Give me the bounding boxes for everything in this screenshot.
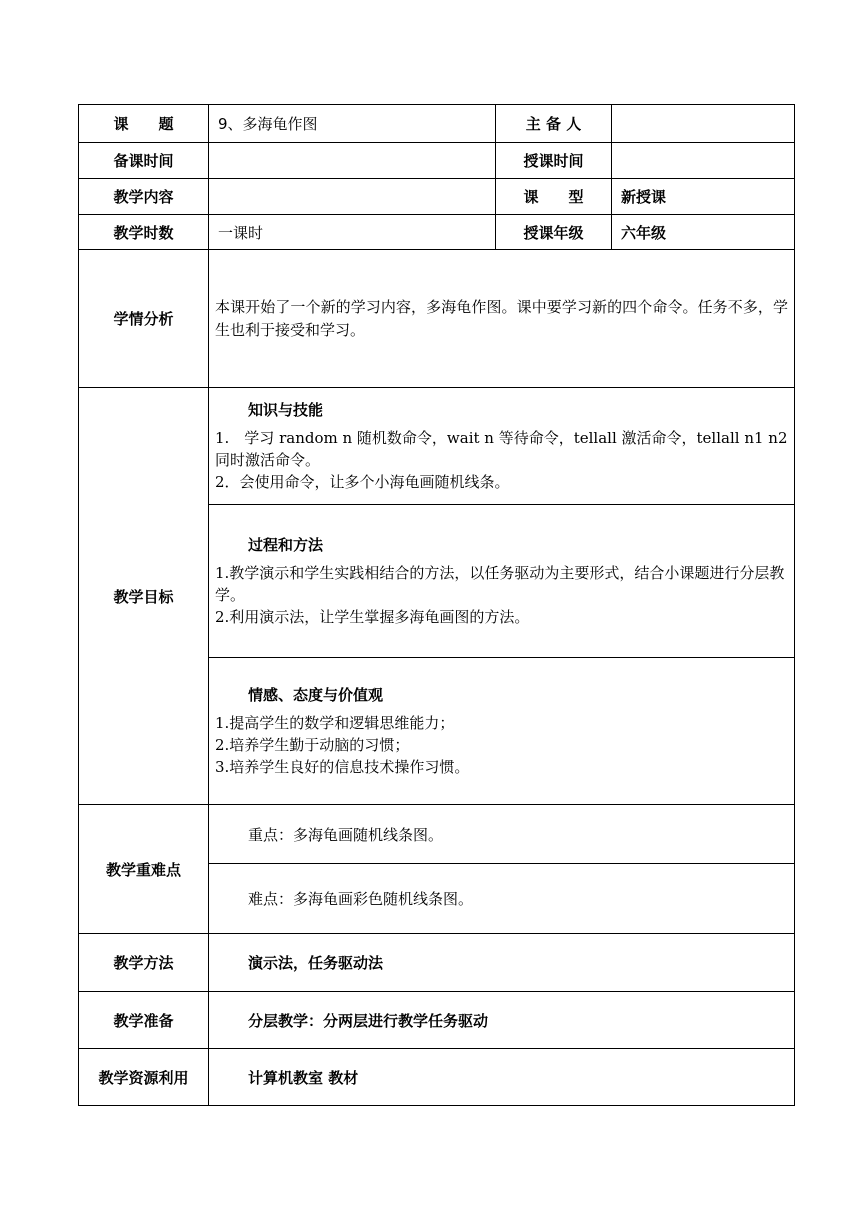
process-line-1: 1.教学演示和学生实践相结合的方法，以任务驱动为主要形式，结合小课题进行分层教学。: [215, 564, 785, 604]
lesson-type-value: 新授课: [612, 179, 795, 215]
goals-label: 教学目标: [79, 388, 209, 805]
difficulty-text: 难点：多海龟画彩色随机线条图。: [209, 864, 795, 934]
knowledge-title: 知识与技能: [248, 401, 324, 419]
hours-label: 教学时数: [79, 215, 209, 250]
keypoint-text: 重点：多海龟画随机线条图。: [209, 805, 795, 864]
lesson-plan-table: [78, 104, 795, 1106]
keypoints-label: 教学重难点: [79, 805, 209, 934]
row-resources: [79, 1049, 795, 1106]
resources-value: 计算机教室 教材: [209, 1049, 795, 1106]
row-analysis: [79, 250, 795, 388]
row-topic: [79, 105, 795, 143]
process-section: [209, 505, 795, 658]
preparer-value: [612, 105, 795, 143]
prep-time-value: [209, 143, 496, 179]
topic-value: 9、多海龟作图: [209, 105, 496, 143]
hours-value: 一课时: [209, 215, 496, 250]
topic-label: 课 题: [79, 105, 209, 143]
emotion-section: [209, 658, 795, 805]
row-goals-knowledge: [79, 388, 795, 505]
knowledge-line-2: 2．会使用命令，让多个小海龟画随机线条。: [215, 473, 510, 491]
emotion-line-1: 1.提高学生的数学和逻辑思维能力；: [215, 714, 455, 732]
process-line-2: 2.利用演示法，让学生掌握多海龟画图的方法。: [215, 608, 530, 626]
prep-time-label: 备课时间: [79, 143, 209, 179]
content-label: 教学内容: [79, 179, 209, 215]
analysis-text: 本课开始了一个新的学习内容，多海龟作图。课中要学习新的四个命令。任务不多，学生也利于接受和学习。: [209, 250, 795, 388]
method-value: 演示法，任务驱动法: [209, 934, 795, 992]
grade-label: 授课年级: [496, 215, 612, 250]
method-label: 教学方法: [79, 934, 209, 992]
process-title: 过程和方法: [248, 536, 324, 554]
knowledge-section: [209, 388, 795, 505]
resources-label: 教学资源利用: [79, 1049, 209, 1106]
preparer-label: 主 备 人: [496, 105, 612, 143]
row-prep: [79, 992, 795, 1049]
grade-value: 六年级: [612, 215, 795, 250]
row-method: [79, 934, 795, 992]
prep-value: 分层教学：分两层进行教学任务驱动: [209, 992, 795, 1049]
emotion-title: 情感、态度与价值观: [248, 686, 384, 704]
lesson-type-label: 课 型: [496, 179, 612, 215]
content-value: [209, 179, 496, 215]
row-content: [79, 179, 795, 215]
emotion-line-2: 2.培养学生勤于动脑的习惯；: [215, 736, 410, 754]
knowledge-line-1: 1. 学习 random n 随机数命令，wait n 等待命令，tellall 激活命令，tellall n1 n2 同时激活命令。: [215, 429, 788, 469]
emotion-line-3: 3.培养学生良好的信息技术操作习惯。: [215, 758, 470, 776]
teach-time-value: [612, 143, 795, 179]
row-keypoint: [79, 805, 795, 864]
prep-label: 教学准备: [79, 992, 209, 1049]
row-hours: [79, 215, 795, 250]
analysis-label: 学情分析: [79, 250, 209, 388]
teach-time-label: 授课时间: [496, 143, 612, 179]
row-time: [79, 143, 795, 179]
